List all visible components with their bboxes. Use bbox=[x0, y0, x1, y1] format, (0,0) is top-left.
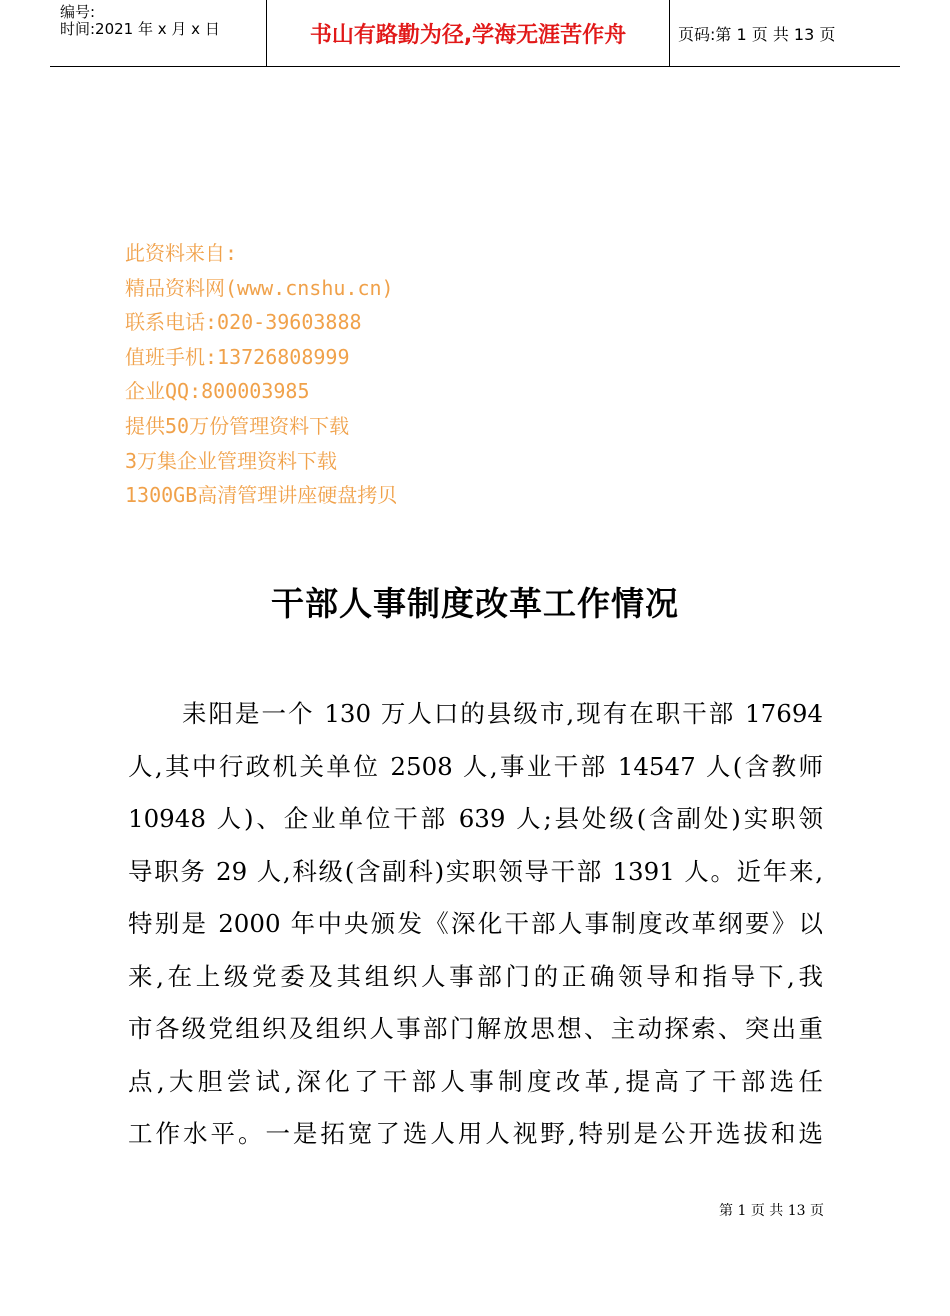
header-motto bbox=[267, 0, 670, 66]
document-number-label: 编号: bbox=[60, 3, 96, 21]
body-line: 耒阳是一个 130 万人口的县级市,现有在职干部 17694 bbox=[182, 699, 823, 728]
body-line: 导职务 29 人,科级(含副科)实职领导干部 1391 人。近年来, bbox=[128, 856, 823, 886]
promo-block bbox=[125, 236, 397, 513]
motto-text: 书山有路勤为径,学海无涯苦作舟 bbox=[309, 22, 627, 48]
body-line: 来,在上级党委及其组织人事部门的正确领导和指导下,我 bbox=[128, 961, 823, 991]
document-body bbox=[128, 688, 823, 1161]
promo-line: 值班手机:13726808999 bbox=[125, 344, 350, 369]
body-line: 特别是 2000 年中央颁发《深化干部人事制度改革纲要》以 bbox=[128, 909, 823, 938]
body-line: 10948 人)、企业单位干部 639 人;县处级(含副处)实职领 bbox=[128, 804, 823, 833]
promo-line: 此资料来自: bbox=[125, 241, 238, 265]
header-page-number: 页码:第 1 页 共 13 页 bbox=[678, 24, 836, 44]
promo-line: 联系电话:020-39603888 bbox=[125, 310, 362, 335]
document-title: 干部人事制度改革工作情况 bbox=[271, 584, 679, 623]
promo-line: 3万集企业管理资料下载 bbox=[125, 448, 338, 473]
document-date-label: 时间:2021 年 x 月 x 日 bbox=[60, 20, 220, 38]
body-line: 人,其中行政机关单位 2508 人,事业干部 14547 人(含教师 bbox=[128, 751, 823, 781]
page-footer: 第 1 页 共 13 页 bbox=[719, 1203, 824, 1219]
promo-line: 1300GB高清管理讲座硬盘拷贝 bbox=[125, 483, 398, 508]
page-header bbox=[50, 0, 900, 67]
promo-line: 企业QQ:800003985 bbox=[125, 379, 310, 404]
promo-line: 精品资料网(www.cnshu.cn) bbox=[125, 275, 394, 300]
body-line: 点,大胆尝试,深化了干部人事制度改革,提高了干部选任 bbox=[128, 1066, 823, 1096]
body-line: 市各级党组织及组织人事部门解放思想、主动探索、突出重 bbox=[128, 1014, 823, 1043]
header-meta bbox=[50, 0, 267, 66]
body-line: 工作水平。一是拓宽了选人用人视野,特别是公开选拔和选 bbox=[128, 1119, 823, 1148]
promo-line: 提供50万份管理资料下载 bbox=[125, 413, 350, 438]
